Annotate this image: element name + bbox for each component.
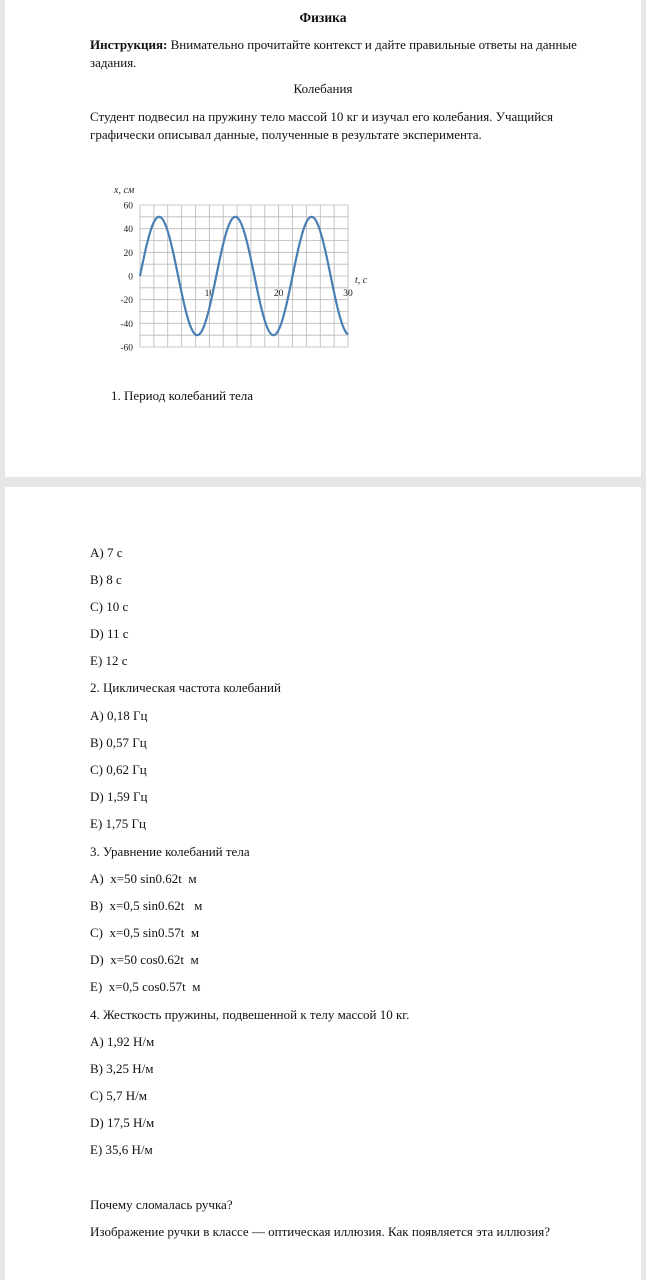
question-4: 4. Жесткость пружины, подвешенной к телу массой 10 кг. <box>90 1007 410 1022</box>
option-q1-b: B) 8 с <box>90 572 122 587</box>
page-title: Физика <box>299 10 347 25</box>
chart-grid <box>140 205 348 347</box>
question-3: 3. Уравнение колебаний тела <box>90 844 250 859</box>
y-axis-label: x, см <box>114 185 135 196</box>
question-2: 2. Циклическая частота колебаний <box>90 680 281 695</box>
option-q4-e: E) 35,6 Н/м <box>90 1142 153 1157</box>
y-tick-labels <box>120 202 133 354</box>
option-q2-b: B) 0,57 Гц <box>90 735 147 750</box>
option-q3-a: A) x=50 sin0.62t м <box>90 871 197 886</box>
option-q4-c: C) 5,7 Н/м <box>90 1088 147 1103</box>
option-q4-a: A) 1,92 Н/м <box>90 1034 155 1049</box>
y-tick-label: -40 <box>120 319 133 330</box>
option-q3-d: D) x=50 cos0.62t м <box>90 952 199 967</box>
y-tick-label: 20 <box>123 248 133 259</box>
option-q2-e: E) 1,75 Гц <box>90 816 146 831</box>
question-1: 1. Период колебаний тела <box>111 388 254 403</box>
page-2 <box>5 487 641 1280</box>
option-q2-c: C) 0,62 Гц <box>90 762 147 777</box>
x-tick-label: 20 <box>273 289 284 299</box>
option-q1-e: E) 12 с <box>90 653 128 668</box>
section-title: Колебания <box>293 81 353 96</box>
option-q2-a: A) 0,18 Гц <box>90 708 148 723</box>
option-q1-a: A) 7 с <box>90 545 123 560</box>
page-1 <box>5 0 641 477</box>
x-tick-label: 10 <box>204 289 215 299</box>
option-q1-d: D) 11 с <box>90 626 129 641</box>
y-tick-label: -60 <box>120 343 133 354</box>
instruction <box>90 36 595 72</box>
oscillation-chart <box>100 180 390 360</box>
extra-question-2: Изображение ручки в классе — оптическая иллюзия. Как появляется эта иллюзия? <box>90 1224 550 1239</box>
x-tick-labels <box>205 289 353 299</box>
option-q1-c: C) 10 с <box>90 599 129 614</box>
option-q2-d: D) 1,59 Гц <box>90 789 148 804</box>
y-tick-label: 60 <box>123 201 133 212</box>
context-paragraph: Студент подвесил на пружину тело массой 10 кг и изучал его колебания. Учащийся графически описывал данные, полученные в результате эксперимента. <box>90 109 553 142</box>
y-tick-label: -20 <box>120 296 133 307</box>
y-tick-label: 0 <box>128 272 133 283</box>
option-q3-c: C) x=0,5 sin0.57t м <box>90 925 200 940</box>
y-tick-label: 40 <box>123 225 133 236</box>
instruction-label: Инструкция: <box>90 37 168 52</box>
option-q3-b: B) x=0,5 sin0.62t м <box>90 898 203 913</box>
instruction-text: Внимательно прочитайте контекст и дайте правильные ответы на данные задания. <box>90 37 577 70</box>
x-tick-label: 30 <box>343 289 353 299</box>
option-q4-d: D) 17,5 Н/м <box>90 1115 155 1130</box>
option-q3-e: E) x=0,5 cos0.57t м <box>90 979 201 994</box>
x-axis-label: t, c <box>355 275 368 286</box>
option-q4-b: B) 3,25 Н/м <box>90 1061 154 1076</box>
extra-question-1: Почему сломалась ручка? <box>90 1197 233 1212</box>
